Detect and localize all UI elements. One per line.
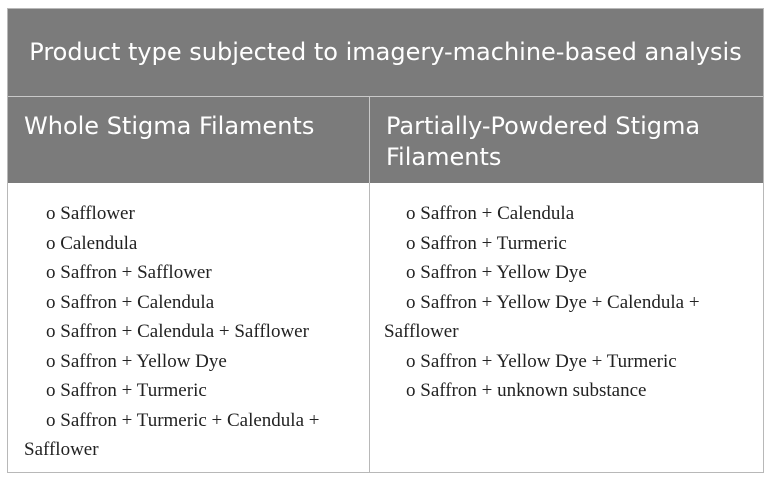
table-title: Product type subjected to imagery-machine-based analysis	[29, 38, 742, 66]
whole-stigma-list	[8, 183, 370, 473]
list-item: o Saffron + Yellow Dye	[46, 350, 227, 372]
list-item: o Saffron + Calendula	[46, 291, 215, 313]
list-item: o Saffron + unknown substance	[406, 380, 647, 401]
list-item: o Calendula	[46, 232, 138, 254]
list-item: o Saffron + Turmeric	[406, 232, 567, 254]
partially-powdered-list	[370, 183, 763, 473]
table-header-row	[8, 97, 763, 183]
list-item: o Saffron + Turmeric + Calendula + Safflower	[24, 409, 320, 460]
table-body-row	[8, 183, 763, 473]
column-header-whole-stigma: Whole Stigma Filaments	[8, 97, 370, 183]
list-item: o Saffron + Safflower	[46, 262, 212, 283]
list-item: o Saffron + Yellow Dye + Turmeric	[406, 350, 677, 372]
list-item: o Safflower	[46, 203, 135, 224]
list-item: o Saffron + Yellow Dye	[406, 262, 587, 283]
table-title-row	[8, 9, 763, 97]
list-item: o Saffron + Calendula	[406, 203, 575, 224]
list-item: o Saffron + Calendula + Safflower	[46, 321, 309, 342]
column-header-partially-powdered: Partially-Powdered Stigma Filaments	[386, 112, 701, 171]
product-type-table	[7, 8, 764, 473]
list-item: o Saffron + Yellow Dye + Calendula + Safflower	[384, 291, 700, 342]
list-item: o Saffron + Turmeric	[46, 380, 207, 401]
